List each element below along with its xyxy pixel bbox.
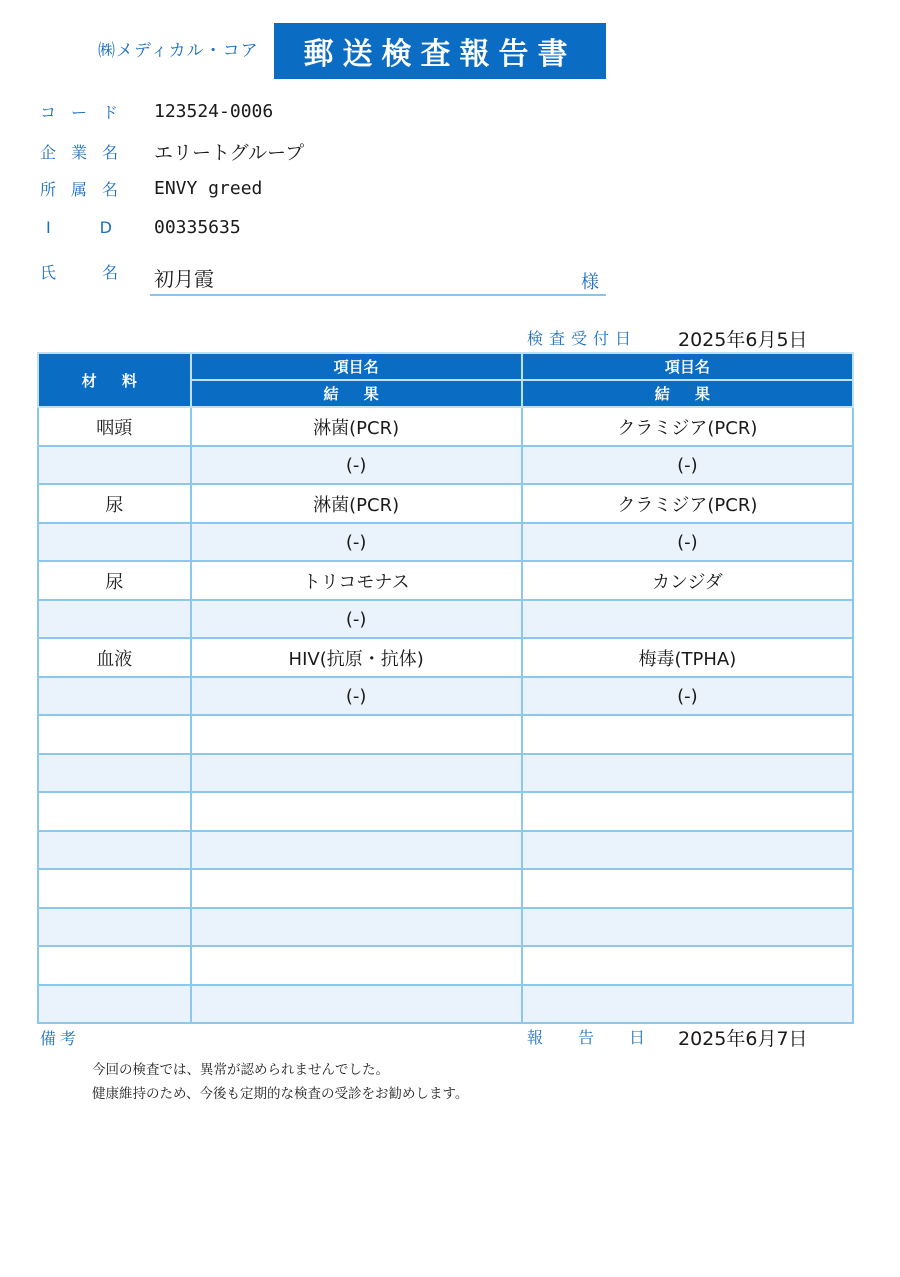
material-cell: 咽頭	[38, 407, 191, 446]
result-a	[191, 908, 522, 946]
header-material: 材 料	[38, 353, 191, 407]
header-result-a: 結 果	[191, 380, 522, 407]
item-name-b: カンジダ	[522, 561, 853, 600]
result-a: (-)	[191, 600, 522, 638]
material-cell-lower	[38, 754, 191, 792]
item-name-a	[191, 869, 522, 908]
remarks-label: 備考	[40, 1029, 81, 1048]
dept-label: 所 属 名	[40, 179, 118, 199]
result-a: (-)	[191, 677, 522, 715]
item-name-a: トリコモナス	[191, 561, 522, 600]
result-a: (-)	[191, 523, 522, 561]
id-label: I D	[46, 217, 112, 237]
dept-value: ENVY greed	[154, 177, 263, 199]
table-row	[38, 638, 853, 677]
table-row-result	[38, 908, 853, 946]
result-b	[522, 600, 853, 638]
result-table	[37, 352, 854, 1024]
material-cell	[38, 946, 191, 985]
material-cell-lower	[38, 985, 191, 1023]
dept-row	[40, 173, 262, 203]
result-a	[191, 831, 522, 869]
result-b	[522, 754, 853, 792]
material-cell-lower	[38, 677, 191, 715]
id-value: 00335635	[154, 216, 241, 238]
code-label: コ ー ド	[40, 102, 118, 122]
material-cell	[38, 792, 191, 831]
company-row	[40, 136, 304, 166]
item-name-b	[522, 869, 853, 908]
table-row-result	[38, 446, 853, 484]
table-row	[38, 715, 853, 754]
report-date-label: 報 告 日	[527, 1028, 645, 1047]
result-a	[191, 754, 522, 792]
result-b	[522, 985, 853, 1023]
item-name-b	[522, 946, 853, 985]
item-name-a	[191, 792, 522, 831]
code-value: 123524-0006	[154, 100, 274, 122]
remark-line-1: 今回の検査では、異常が認められませんでした。	[92, 1062, 389, 1078]
item-name-b	[522, 715, 853, 754]
result-b	[522, 908, 853, 946]
table-row-result	[38, 677, 853, 715]
table-row-result	[38, 754, 853, 792]
table-row-result	[38, 985, 853, 1023]
table-row	[38, 792, 853, 831]
table-row	[38, 869, 853, 908]
result-b: (-)	[522, 523, 853, 561]
item-name-a: 淋菌(PCR)	[191, 484, 522, 523]
remark-line-2: 健康維持のため、今後も定期的な検査の受診をお勧めします。	[92, 1086, 469, 1102]
code-row	[40, 96, 273, 126]
header-item-b: 項目名	[522, 353, 853, 380]
material-cell-lower	[38, 446, 191, 484]
header-item-a: 項目名	[191, 353, 522, 380]
result-a: (-)	[191, 446, 522, 484]
name-underline	[150, 294, 606, 296]
material-cell: 尿	[38, 484, 191, 523]
report-date: 2025年6月7日	[678, 1028, 808, 1050]
material-cell	[38, 869, 191, 908]
report-title: 郵送検査報告書	[274, 23, 606, 79]
item-name-b: 梅毒(TPHA)	[522, 638, 853, 677]
company-value: エリートグループ	[154, 141, 305, 164]
table-row	[38, 561, 853, 600]
result-a	[191, 985, 522, 1023]
table-row	[38, 484, 853, 523]
result-b	[522, 831, 853, 869]
material-cell-lower	[38, 600, 191, 638]
header-result-b: 結 果	[522, 380, 853, 407]
company-label: 企 業 名	[40, 142, 118, 162]
material-cell: 尿	[38, 561, 191, 600]
material-cell: 血液	[38, 638, 191, 677]
table-row	[38, 407, 853, 446]
table-row-result	[38, 831, 853, 869]
item-name-b: クラミジア(PCR)	[522, 407, 853, 446]
material-cell-lower	[38, 831, 191, 869]
reception-date-label: 検査受付日	[527, 329, 638, 348]
item-name-b: クラミジア(PCR)	[522, 484, 853, 523]
table-row-result	[38, 523, 853, 561]
material-cell-lower	[38, 908, 191, 946]
material-cell-lower	[38, 523, 191, 561]
result-b: (-)	[522, 446, 853, 484]
id-row	[40, 212, 241, 242]
item-name-a: 淋菌(PCR)	[191, 407, 522, 446]
reception-date: 2025年6月5日	[678, 329, 808, 351]
patient-name: 初月霞	[154, 267, 214, 291]
material-cell	[38, 715, 191, 754]
result-b: (-)	[522, 677, 853, 715]
name-suffix: 様	[581, 272, 599, 293]
item-name-b	[522, 792, 853, 831]
table-row	[38, 946, 853, 985]
item-name-a	[191, 946, 522, 985]
company-name: ㈱メディカル・コア	[98, 41, 259, 61]
item-name-a: HIV(抗原・抗体)	[191, 638, 522, 677]
table-row-result	[38, 600, 853, 638]
item-name-a	[191, 715, 522, 754]
name-label: 氏 名	[40, 263, 118, 282]
